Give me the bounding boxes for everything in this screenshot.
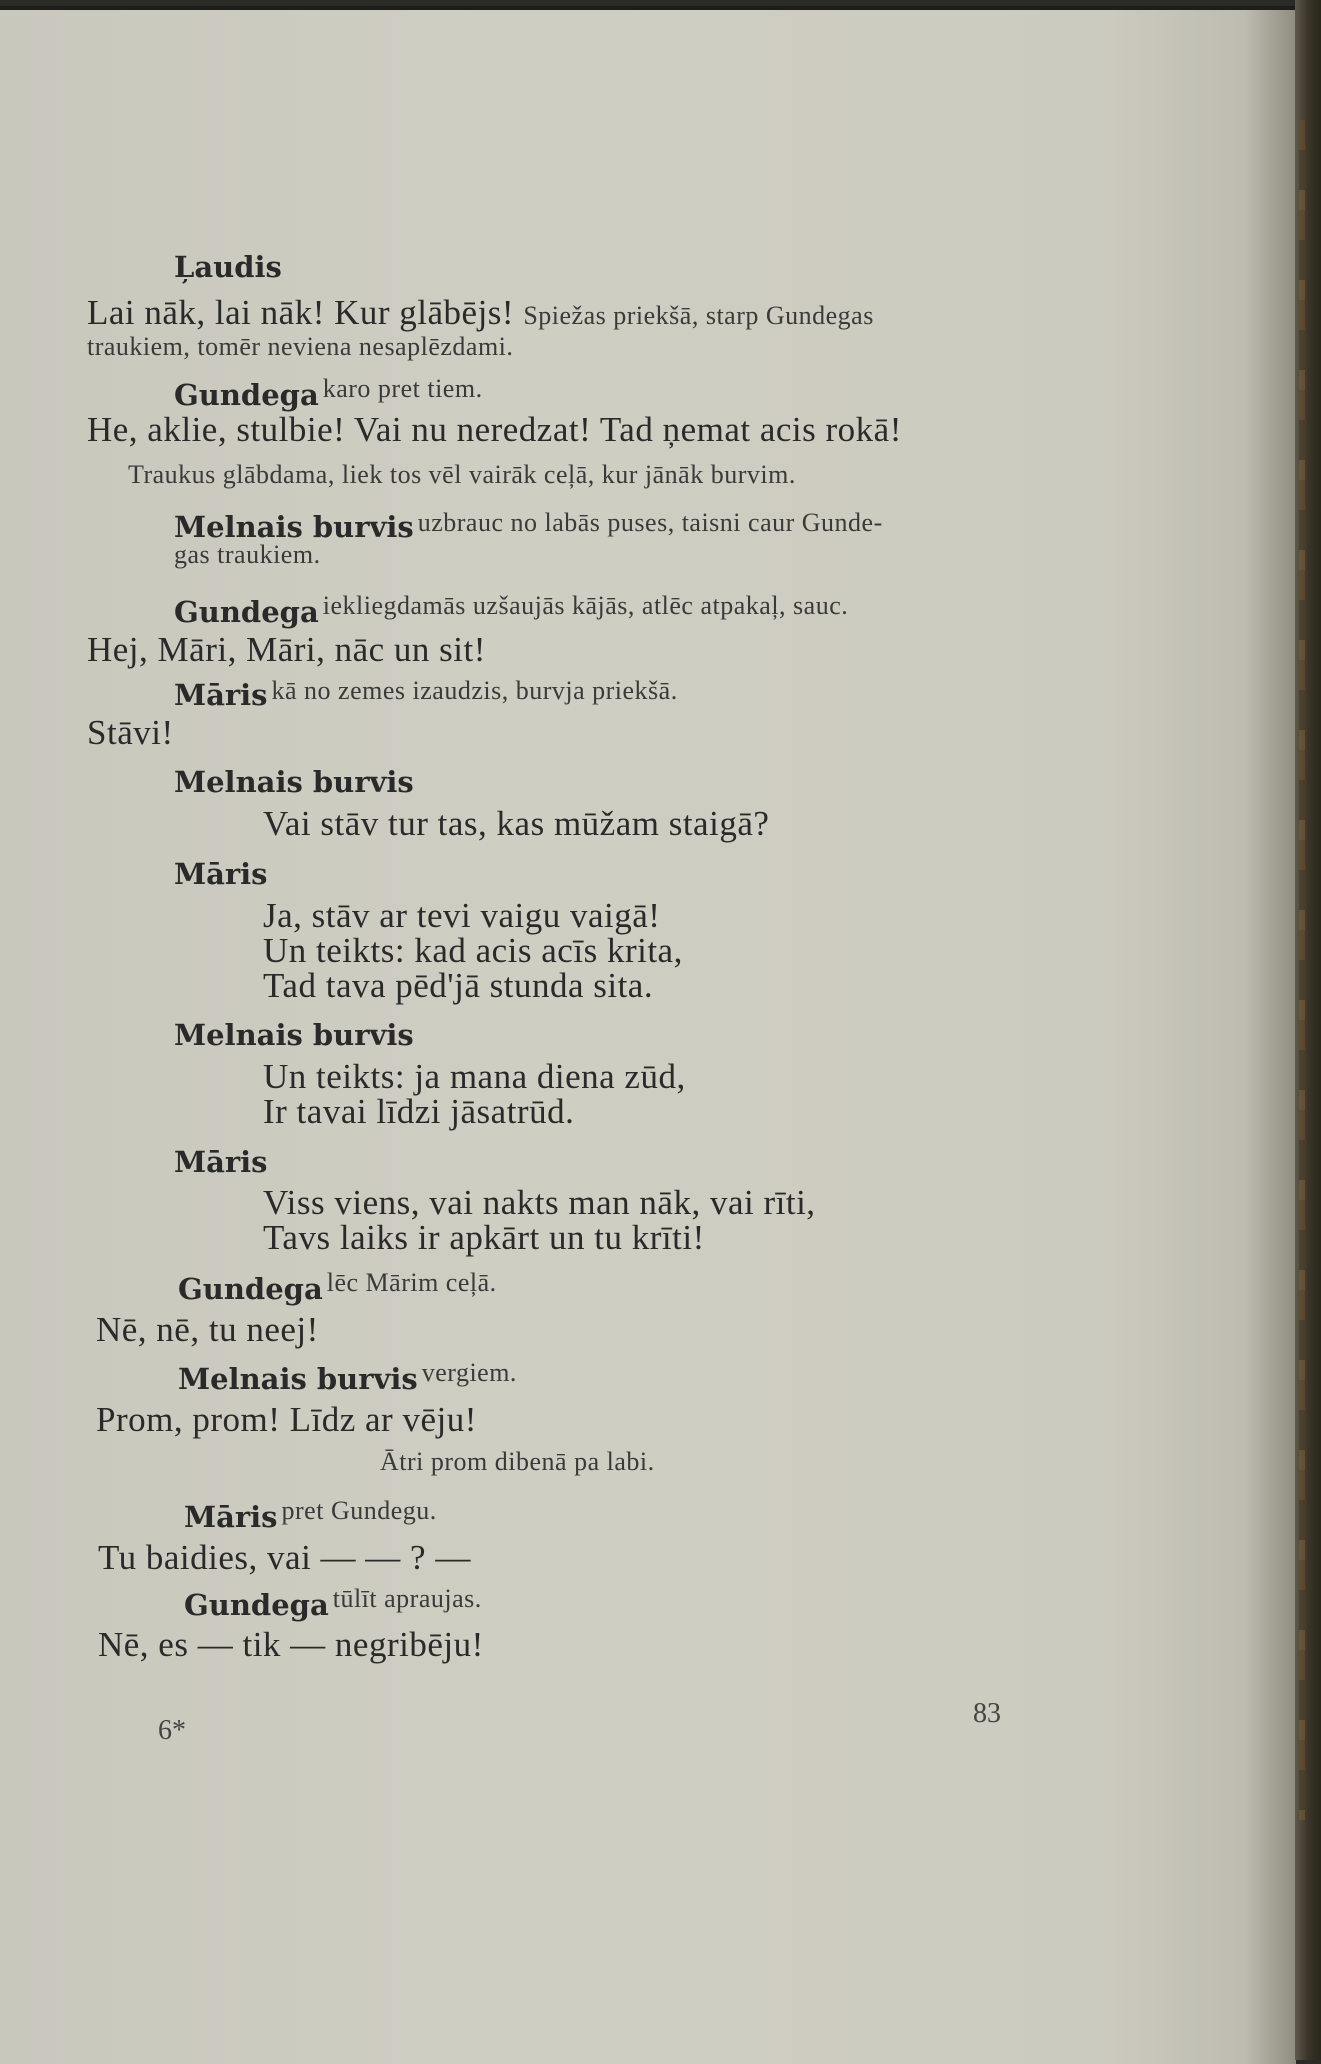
speaker-line (184, 1496, 437, 1534)
stage-direction: pret Gundegu. (281, 1496, 437, 1525)
stage-direction: Ātri prom dibenā pa labi. (380, 1447, 655, 1476)
speaker-line (174, 374, 483, 412)
stage-direction: uzbrauc no labās puses, taisni caur Gunde- (417, 508, 883, 537)
verse-line: Ir tavai līdzi jāsatrūd. (263, 1092, 575, 1131)
stage-direction: gas traukiem. (174, 540, 321, 569)
speaker-name: Melnais burvis (178, 1362, 418, 1396)
dialogue-line: He, aklie, stulbie! Vai nu neredzat! Tad ņemat acis rokā! (87, 410, 902, 449)
speaker-name: Ļaudis (174, 250, 282, 284)
verse-line: Viss viens, vai nakts man nāk, vai rīti, (263, 1183, 816, 1222)
book-spine (1295, 0, 1321, 2060)
speaker-name: Māris (174, 678, 268, 712)
speaker-line (178, 1358, 517, 1396)
stage-direction: karo pret tiem. (322, 374, 483, 403)
speaker-name: Māris (174, 1145, 268, 1179)
verse-line: Ja, stāv ar tevi vaigu vaigā! (263, 896, 661, 935)
stage-direction: Spiežas priekšā, starp Gundegas (523, 301, 874, 330)
speaker-line (184, 1584, 482, 1622)
speaker-name: Gundega (178, 1272, 323, 1306)
speaker-line (178, 1268, 497, 1306)
dialogue-line: Nē, nē, tu neej! (96, 1310, 319, 1349)
verse-line: Un teikts: kad acis acīs krita, (263, 931, 683, 970)
dialogue-line (87, 293, 874, 333)
book-page (0, 6, 1296, 2064)
speaker-line (174, 678, 678, 712)
stage-direction: Traukus glābdama, liek tos vēl vairāk ceļā, kur jānāk burvim. (128, 460, 796, 489)
speaker-name: Gundega (174, 378, 319, 412)
dialogue-text: Lai nāk, lai nāk! Kur glābējs! (87, 293, 515, 332)
speaker-name: Melnais burvis (174, 510, 414, 544)
verse-line: Vai stāv tur tas, kas mūžam staigā? (263, 804, 770, 843)
stage-direction: vergiem. (421, 1358, 517, 1387)
dialogue-line: Prom, prom! Līdz ar vēju! (96, 1400, 477, 1439)
stage-direction: traukiem, tomēr neviena nesaplēzdami. (87, 332, 514, 361)
page-number: 83 (973, 1698, 1001, 1729)
verse-line: Tavs laiks ir apkārt un tu krīti! (263, 1218, 705, 1257)
stage-direction: lēc Mārim ceļā. (326, 1268, 497, 1297)
speaker-name: Gundega (184, 1588, 329, 1622)
speaker-line (174, 591, 849, 629)
speaker-name: Māris (174, 857, 268, 891)
stage-direction: tūlīt apraujas. (332, 1584, 482, 1613)
verse-line: Un teikts: ja mana diena zūd, (263, 1057, 686, 1096)
speaker-name: Melnais burvis (174, 765, 414, 799)
dialogue-line: Nē, es — tik — negribēju! (98, 1625, 484, 1664)
dialogue-line: Tu baidies, vai — — ? — (98, 1538, 471, 1577)
speaker-name: Melnais burvis (174, 1018, 414, 1052)
speaker-name: Māris (184, 1500, 278, 1534)
dialogue-line: Hej, Māri, Māri, nāc un sit! (87, 630, 486, 669)
signature-mark: 6* (158, 1715, 186, 1746)
stage-direction: kā no zemes izaudzis, burvja priekšā. (271, 676, 678, 705)
speaker-line (174, 510, 883, 544)
verse-line: Tad tava pēd'jā stunda sita. (263, 966, 654, 1005)
stage-direction: iekliegdamās uzšaujās kājās, atlēc atpakaļ, sauc. (322, 591, 849, 620)
dialogue-line: Stāvi! (87, 713, 174, 752)
speaker-name: Gundega (174, 595, 319, 629)
